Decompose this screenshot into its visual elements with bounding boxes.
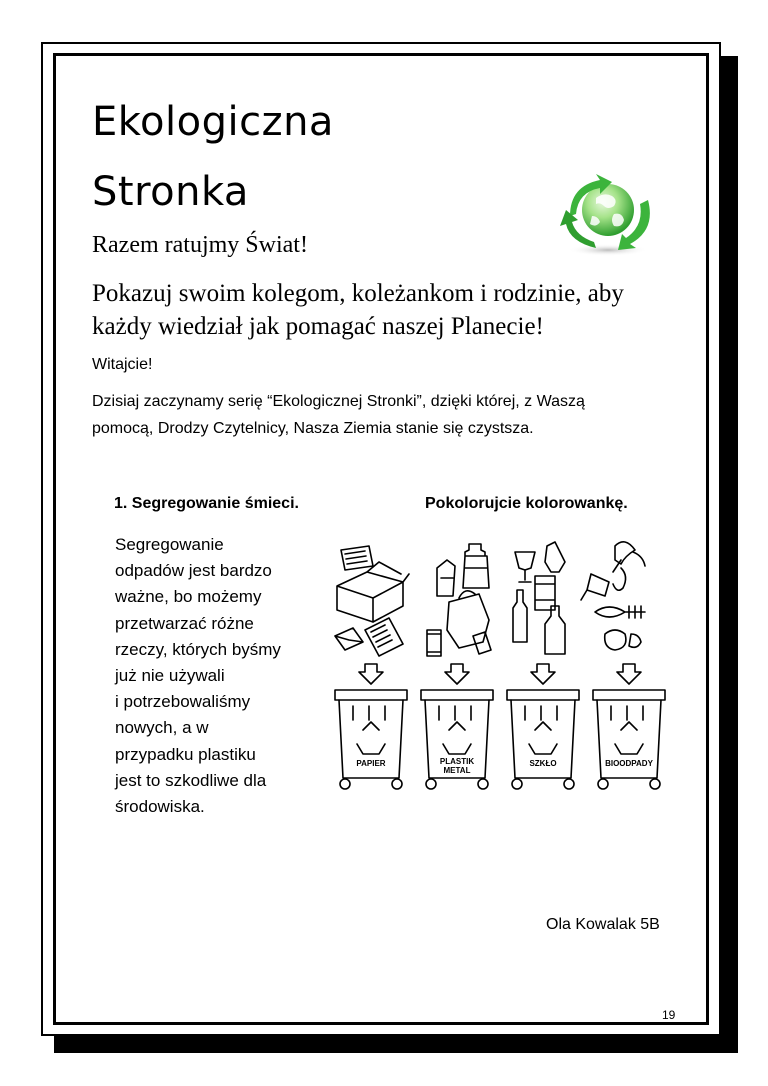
paper-items [335, 546, 409, 656]
subtitle-line2: każdy wiedział jak pomagać naszej Planecie! [92, 313, 544, 340]
recycling-globe-icon [556, 170, 660, 258]
page-title-line2: Stronka [92, 169, 249, 215]
arrow-down-icon [445, 664, 469, 684]
body-line: przypadku plastiku [115, 744, 256, 764]
body-line: środowiska. [115, 797, 205, 817]
bin-label: SZKŁO [529, 759, 557, 768]
body-line: odpadów jest bardzo [115, 561, 272, 581]
bin-label: PAPIER [356, 759, 386, 768]
body-line: i potrzebowaliśmy [115, 692, 251, 712]
subtitle-line1: Pokazuj swoim kolegom, koleżankom i rodzinie, aby [92, 280, 624, 307]
body-line: jest to szkodliwe dla [115, 770, 267, 790]
intro-line2: pomocą, Drodzy Czytelnicy, Nasza Ziemia stanie się czystsza. [92, 420, 534, 437]
recycle-symbol-icon [615, 722, 643, 754]
bin-bio [593, 664, 665, 789]
author: Ola Kowalak 5B [546, 916, 660, 933]
page-number: 19 [662, 1008, 676, 1022]
body-paragraph [115, 532, 281, 820]
section-heading: 1. Segregowanie śmieci. [114, 495, 299, 512]
bin-label: BIOODPADY [605, 759, 653, 768]
recycling-bins-illustration [325, 538, 680, 808]
bin-paper [335, 664, 407, 789]
bin-glass [507, 664, 579, 789]
body-line: przetwarzać różne [115, 613, 254, 633]
arrow-down-icon [531, 664, 555, 684]
body-line: już nie używali [115, 666, 225, 686]
recycle-symbol-icon [357, 722, 385, 754]
recycle-symbol-icon [443, 722, 471, 754]
bio-items [581, 542, 645, 650]
coloring-heading: Pokolorujcie kolorowankę. [425, 495, 628, 512]
recycle-symbol-icon [529, 722, 557, 754]
greeting: Witajcie! [92, 356, 153, 373]
bin-label-line2: METAL [443, 766, 471, 775]
body-line: nowych, a w [115, 718, 209, 738]
body-line: ważne, bo możemy [115, 587, 262, 607]
page-title-line1: Ekologiczna [92, 99, 334, 145]
glass-items [513, 542, 565, 654]
body-line: rzeczy, których byśmy [115, 639, 281, 659]
body-line: Segregowanie [115, 535, 224, 554]
intro-line1: Dzisiaj zaczynamy serię “Ekologicznej Stronki”, dzięki której, z Waszą [92, 393, 585, 410]
bin-plastic-metal [421, 664, 493, 789]
tagline: Razem ratujmy Świat! [92, 232, 308, 258]
plastic-metal-items [427, 544, 491, 656]
arrow-down-icon [359, 664, 383, 684]
bin-label: PLASTIK [439, 757, 475, 766]
arrow-down-icon [617, 664, 641, 684]
